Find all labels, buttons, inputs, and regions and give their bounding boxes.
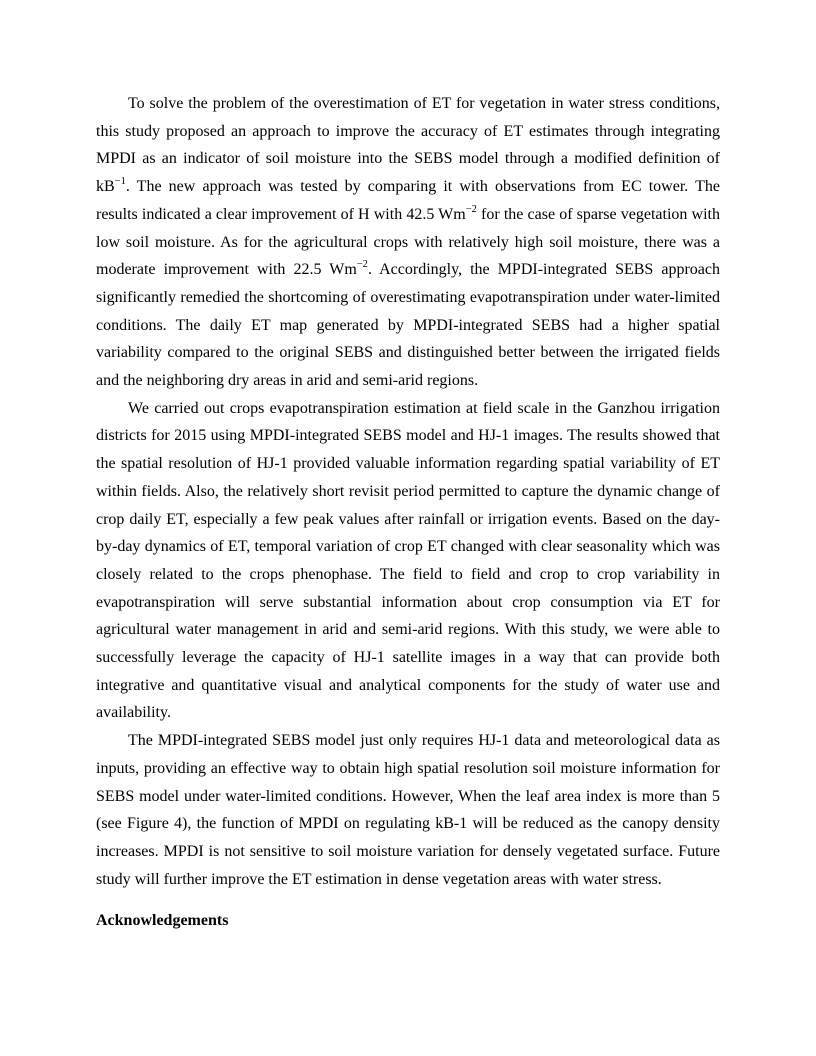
paragraph-conclusion-1	[96, 90, 720, 395]
superscript-minus-1: −1	[114, 176, 126, 188]
section-heading-acknowledgements: Acknowledgements	[96, 912, 229, 930]
superscript-minus-2-b: −2	[356, 259, 368, 271]
paragraph-1-text-b: . The new approach was tested by comparing it with observations from EC tower. The results indicated a clear improvement of H with 42.5 Wm	[96, 178, 720, 223]
superscript-minus-2-a: −2	[465, 203, 477, 215]
paragraph-1-text-a: To solve the problem of the overestimation of ET for vegetation in water stress conditions, this study proposed an approach to improve the accuracy of ET estimates through integrating MPDI as an indicator of soil moisture into the SEBS model through a modified definition of kB	[96, 95, 720, 196]
paragraph-1-text-c: for the case of sparse vegetation with low soil moisture. As for the agricultural crops with relatively high soil moisture, there was a moderate improvement with 22.5 Wm	[96, 205, 720, 279]
paragraph-conclusion-2: We carried out crops evapotranspiration estimation at field scale in the Ganzhou irrigation districts for 2015 using MPDI-integrated SEBS model and HJ-1 images. The results showed that the spatial resolution of HJ-1 provided valuable information regarding spatial variability of ET within fields. Also, the relatively short revisit period permitted to capture the dynamic change of crop daily ET, especially a few peak values after rainfall or irrigation events. Based on the day-by-day dynamics of ET, temporal variation of crop ET changed with clear seasonality which was closely related to the crops phenophase. The field to field and crop to crop variability in evapotranspiration will serve substantial information about crop consumption via ET for agricultural water management in arid and semi-arid regions. With this study, we were able to successfully leverage the capacity of HJ-1 satellite images in a way that can provide both integrative and quantitative visual and analytical components for the study of water use and availability.	[96, 399, 720, 722]
paragraph-conclusion-3: The MPDI-integrated SEBS model just only requires HJ-1 data and meteorological data as inputs, providing an effective way to obtain high spatial resolution soil moisture information for SEBS model under water-limited conditions. However, When the leaf area index is more than 5 (see Figure 4), the function of MPDI on regulating kB-1 will be reduced as the canopy density increases. MPDI is not sensitive to soil moisture variation for densely vegetated surface. Future study will further improve the ET estimation in dense vegetation areas with water stress.	[96, 732, 720, 888]
page-body	[96, 90, 720, 935]
paragraph-1-text-d: . Accordingly, the MPDI-integrated SEBS approach significantly remedied the shortcoming of overestimating evapotranspiration under water-limited conditions. The daily ET map generated by MPDI-integrated SEBS had a higher spatial variability compared to the original SEBS and distinguished better between the irrigated fields and the neighboring dry areas in arid and semi-arid regions.	[96, 261, 720, 390]
